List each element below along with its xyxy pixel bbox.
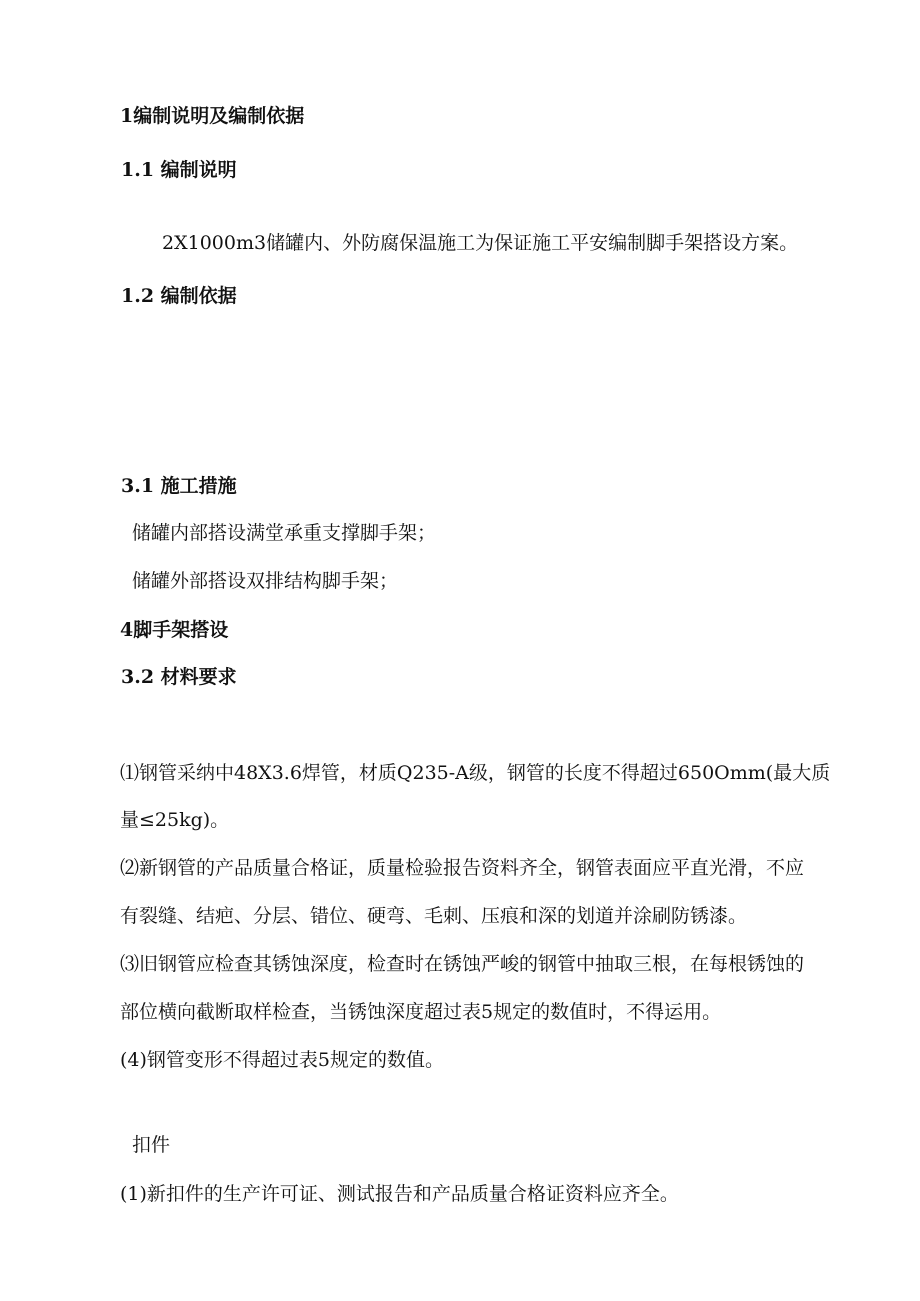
section-1-1-title: 1.1 编制说明 [121,159,237,181]
measure-item-1: 储罐内部搭设满堂承重支撑脚手架； [132,522,437,544]
section-3-2-title: 3.2 材料要求 [121,666,237,688]
section-3-1-title: 3.1 施工措施 [121,475,237,497]
section-1-2-title: 1.2 编制依据 [121,285,237,307]
requirement-2-line-2: 有裂缝、结疤、分层、错位、硬弯、毛刺、压痕和深的划道并涂刷防锈漆。 [120,905,748,927]
requirement-3-line-2: 部位横向截断取样检查，当锈蚀深度超过表5规定的数值时，不得运用。 [120,1001,722,1023]
requirement-1-line-2: 量≤25kg)。 [120,809,230,831]
requirement-1-line-1: ⑴钢管采纳中48X3.6焊管，材质Q235-A级，钢管的长度不得超过650Omm(最大质 [120,762,831,784]
fastener-item-1: (1)新扣件的生产许可证、测试报告和产品质量合格证资料应齐全。 [120,1183,679,1205]
heading-4: 4脚手架搭设 [120,619,229,641]
requirement-4: (4)钢管变形不得超过表5规定的数值。 [120,1049,445,1071]
requirement-2-line-1: ⑵新钢管的产品质量合格证，质量检验报告资料齐全，钢管表面应平直光滑，不应 [120,857,805,879]
measure-item-2: 储罐外部搭设双排结构脚手架； [132,570,399,592]
section-1-1-paragraph: 2X1000m3储罐内、外防腐保温施工为保证施工平安编制脚手架搭设方案。 [162,232,799,254]
fastener-title: 扣件 [132,1134,171,1156]
requirement-3-line-1: ⑶旧钢管应检查其锈蚀深度，检查时在锈蚀严峻的钢管中抽取三根，在每根锈蚀的 [120,953,805,975]
heading-1: 1编制说明及编制依据 [120,105,305,127]
